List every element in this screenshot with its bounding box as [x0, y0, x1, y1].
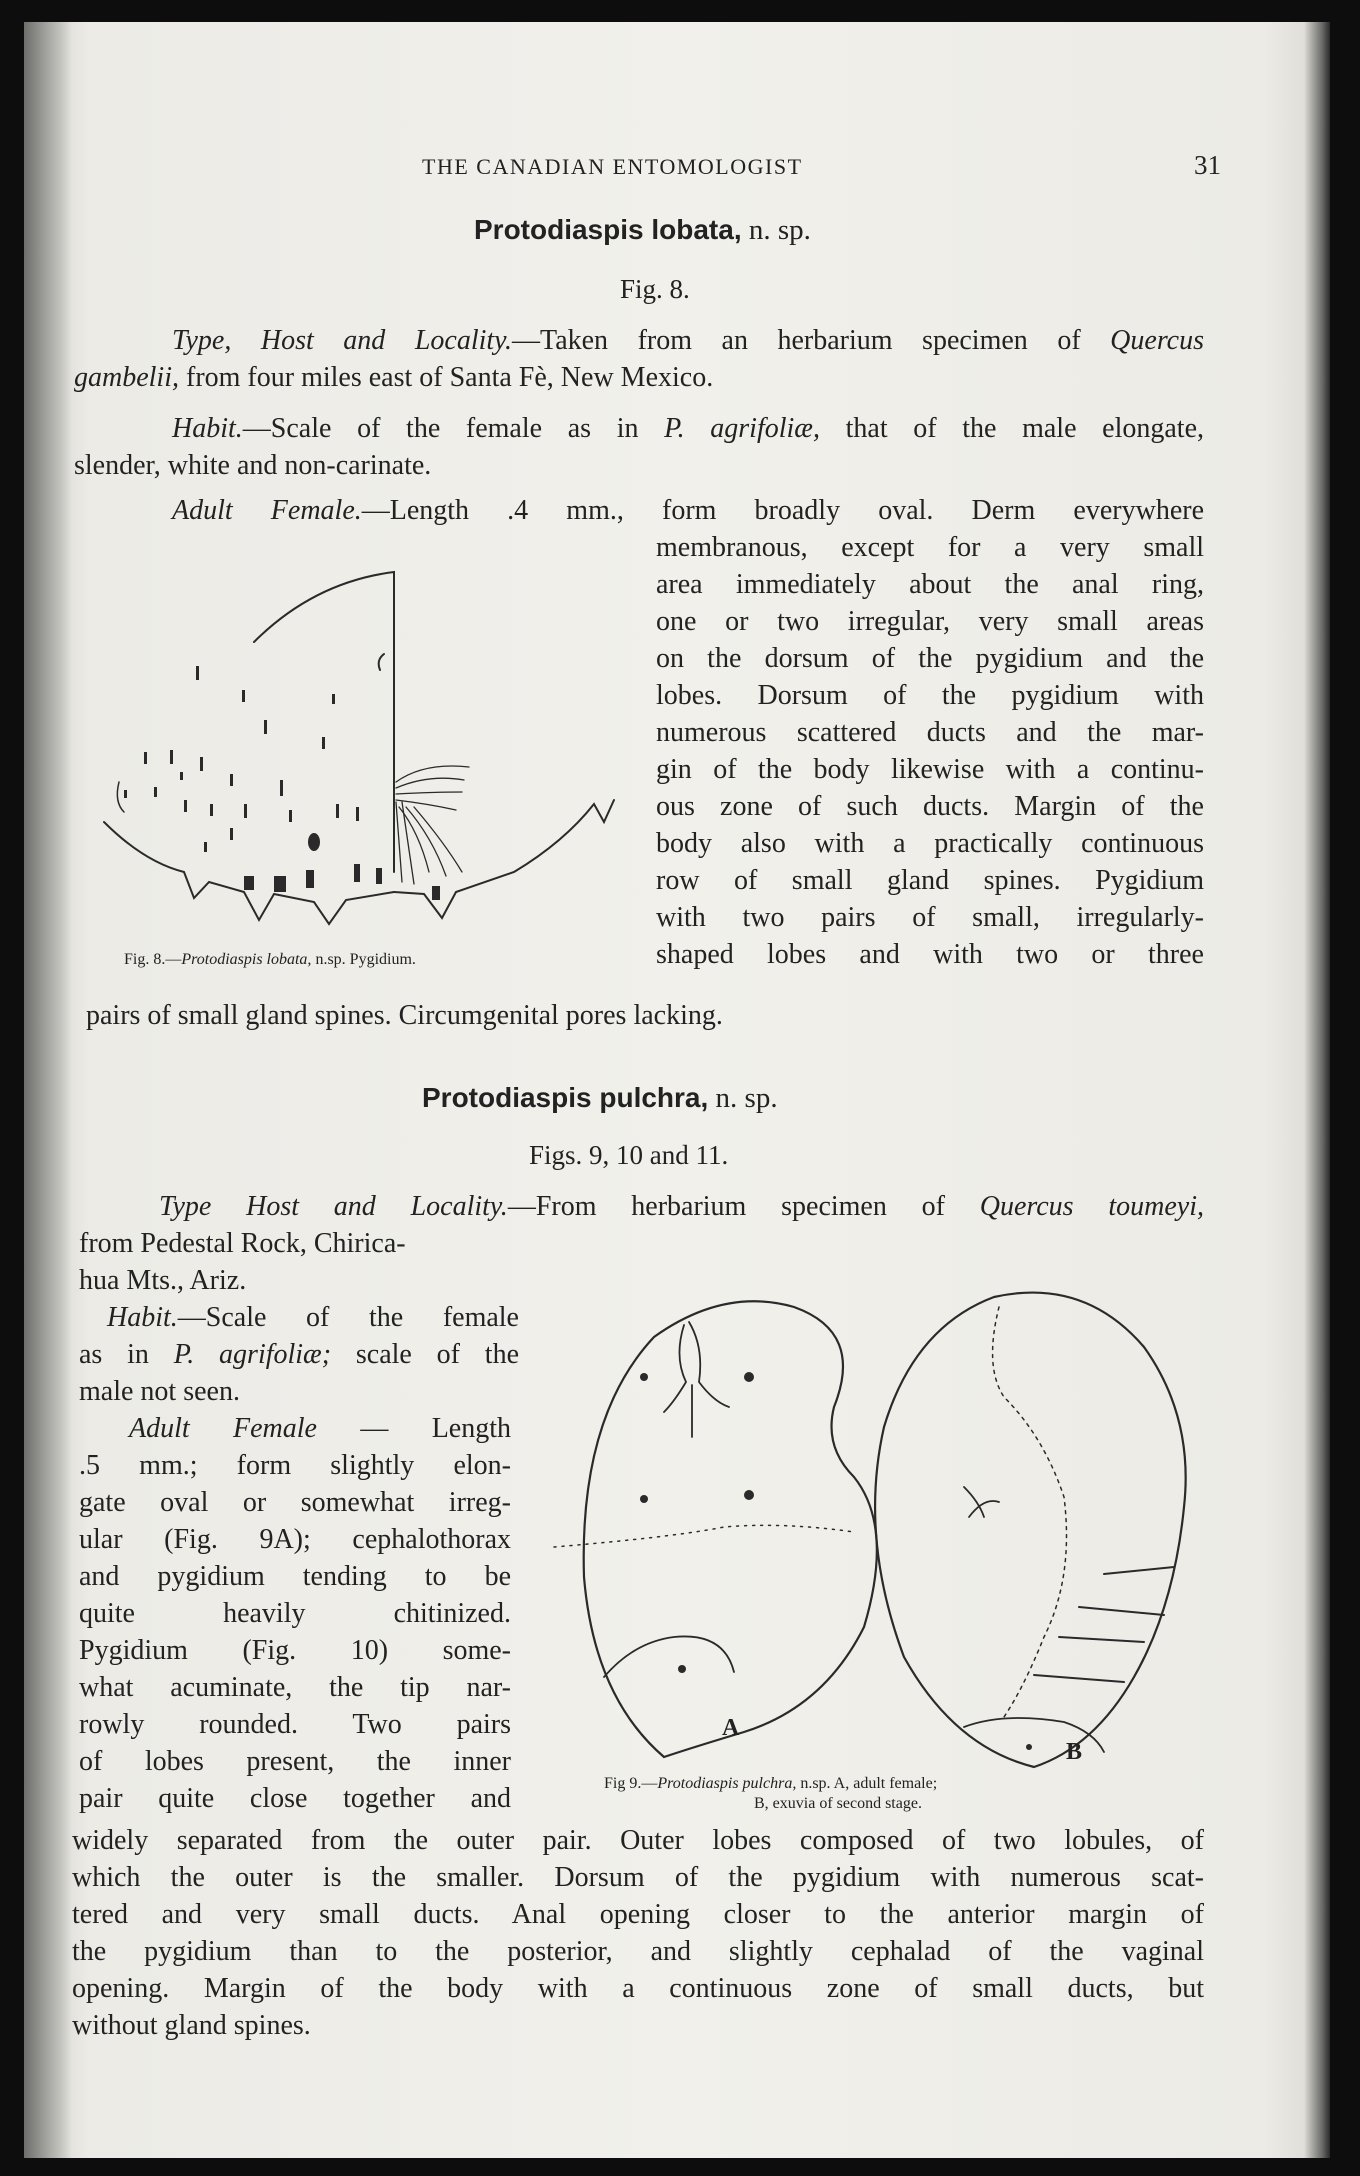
spiracles-a — [640, 1372, 754, 1673]
figure-label-a: A — [722, 1715, 740, 1741]
adult-female-wrapped-text — [656, 529, 1204, 973]
species-heading-lobata — [474, 214, 811, 247]
type-label: Type Host and Locality. — [159, 1191, 508, 1222]
running-head: THE CANADIAN ENTOMOLOGIST — [422, 154, 803, 179]
page-number: 31 — [1194, 150, 1221, 180]
gland-hairs — [396, 766, 469, 884]
mouthparts-a — [664, 1322, 729, 1437]
book-page — [24, 22, 1330, 2158]
figure-label-b: B — [1066, 1739, 1083, 1765]
mouthparts-b — [964, 1487, 999, 1517]
left-column-text-line: .5 mm.; form slightly elon- — [79, 1450, 511, 1481]
left-column-text-line: rowly rounded. Two pairs — [79, 1709, 511, 1740]
species-status: n. sp. — [715, 1082, 778, 1114]
left-column-text-line: what acuminate, the tip nar- — [79, 1672, 511, 1703]
full-width-text-line: widely separated from the outer pair. Outer lobes composed of two lobules, of — [72, 1825, 1204, 1856]
habit-text: —Scale of the female — [177, 1302, 519, 1333]
wrapped-text-line: with two pairs of small, irregularly- — [656, 902, 1204, 933]
host-species: gambelii, — [74, 362, 179, 393]
adult-female-paragraph-2: Adult Female — Length .5 mm.; form slightly elon- gate oval or somewhat irreg- ular (Fig. 9A); cephalothorax and pygidium tending to be quite heavily chitinized. Pygidium (Fig. 10) some- what acuminate, the tip nar- rowly rounded. Two pairs of lobes present, the inner pair quite close together and — [79, 1410, 511, 1817]
margin-left — [104, 822, 394, 924]
species-status: n. sp. — [748, 214, 811, 246]
binding-shadow — [24, 22, 72, 2158]
exuvia-outline-b — [875, 1293, 1186, 1767]
adult-female-last-line: pairs of small gland spines. Circumgenital pores lacking. — [86, 1000, 723, 1031]
wrapped-text-line: membranous, except for a very small — [656, 532, 1204, 563]
type-host-paragraph — [74, 322, 1204, 396]
habit-reference: P. agrifoliæ; — [173, 1339, 332, 1370]
full-width-text-line: the pygidium than to the posterior, and slightly cephalad of the vaginal — [72, 1936, 1204, 1967]
wrapped-text-line: numerous scattered ducts and the mar- — [656, 717, 1204, 748]
full-width-text-line: which the outer is the smaller. Dorsum of the pygidium with numerous scat- — [72, 1862, 1204, 1893]
left-column-text-line: of lobes present, the inner — [79, 1746, 511, 1777]
figure-reference: Figs. 9, 10 and 11. — [529, 1140, 729, 1170]
body-outline — [254, 572, 394, 872]
type-text-cont: from four miles east of Santa Fè, New Mexico. — [179, 362, 714, 393]
type-label: Type, Host and Locality. — [172, 325, 513, 356]
type-text: —From herbarium specimen of — [507, 1191, 980, 1222]
margin-right — [394, 800, 614, 918]
species-heading-pulchra — [422, 1082, 778, 1115]
habit-text: —Scale of the female as in — [242, 413, 665, 444]
duct-marks — [124, 666, 440, 900]
figure-9-drawings — [524, 1277, 1224, 1797]
dorsal-line-b — [993, 1307, 1067, 1717]
wrapped-text-line: body also with a practically continuous — [656, 828, 1204, 859]
wrapped-text-line: ous zone of such ducts. Margin of the — [656, 791, 1204, 822]
left-column-text-line: and pygidium tending to be — [79, 1561, 511, 1592]
full-width-text-line: tered and very small ducts. Anal opening closer to the anterior margin of — [72, 1899, 1204, 1930]
figure-reference: Fig. 8. — [620, 274, 690, 304]
left-column-text-line: Pygidium (Fig. 10) some- — [79, 1635, 511, 1666]
left-column-text-line: quite heavily chitinized. — [79, 1598, 511, 1629]
adult-female-label: Adult Female — [129, 1413, 317, 1444]
adult-female-first-line — [172, 492, 1204, 529]
habit-label: Habit. — [172, 413, 243, 444]
habit-paragraph-2: Habit.—Scale of the female as in P. agrifoliæ; scale of the male not seen. — [79, 1302, 519, 1407]
adult-female-label: Adult Female. — [172, 495, 362, 526]
segment-line-a — [554, 1525, 854, 1547]
left-column-text-line: gate oval or somewhat irreg- — [79, 1487, 511, 1518]
segments-b — [1034, 1567, 1174, 1682]
anal-ring-mark — [379, 654, 384, 670]
figure-8-caption: Fig. 8.—Protodiaspis lobata, n.sp. Pygidium. — [124, 951, 416, 968]
habit-paragraph — [74, 410, 1204, 484]
habit-text-end: slender, white and non-carinate. — [74, 450, 432, 481]
wrapped-text-line: one or two irregular, very small areas — [656, 606, 1204, 637]
type-host-continued: from Pedestal Rock, Chirica- hua Mts., Ariz. — [79, 1228, 406, 1296]
wrapped-text-line: area immediately about the anal ring, — [656, 569, 1204, 600]
wrapped-text-line: shaped lobes and with two or three — [656, 939, 1204, 970]
wrapped-text-line: on the dorsum of the pygidium and the — [656, 643, 1204, 674]
adult-female-final-line: without gland spines. — [72, 2010, 311, 2041]
host-species: Quercus toumeyi, — [979, 1191, 1204, 1222]
left-column-text-line: ular (Fig. 9A); cephalothorax — [79, 1524, 511, 1555]
species-name: Protodiaspis lobata, — [474, 214, 742, 245]
wrapped-text-line: lobes. Dorsum of the pygidium with — [656, 680, 1204, 711]
left-column-text-line: pair quite close together and — [79, 1783, 511, 1814]
habit-text-cont: that of the male elongate, — [819, 413, 1204, 444]
wrapped-text-line: row of small gland spines. Pygidium — [656, 865, 1204, 896]
habit-label: Habit. — [107, 1302, 178, 1333]
wrapped-text-line: gin of the body likewise with a continu- — [656, 754, 1204, 785]
margin-tip — [117, 782, 124, 812]
habit-reference: P. agrifoliæ, — [664, 413, 820, 444]
adult-female-text: —Length .4 mm., form broadly oval. Derm everywhere — [361, 495, 1204, 526]
figure-9-caption: Fig 9.—Protodiaspis pulchra, n.sp. A, adult female; B, exuvia of second stage. — [604, 1775, 938, 1812]
pygidium-figure-8 — [84, 542, 684, 962]
page-edge-shadow — [1304, 22, 1330, 2158]
full-width-text-line: opening. Margin of the body with a continuous zone of small ducts, but — [72, 1973, 1204, 2004]
type-text: —Taken from an herbarium specimen of — [512, 325, 1111, 356]
species-name: Protodiaspis pulchra, — [422, 1082, 709, 1113]
adult-female-full-width-text — [72, 1822, 1204, 2007]
host-genus: Quercus — [1110, 325, 1205, 356]
anal-opening-b — [1026, 1744, 1032, 1750]
type-host-paragraph-2 — [79, 1188, 1204, 1225]
pygidium-arc-a — [604, 1636, 734, 1677]
